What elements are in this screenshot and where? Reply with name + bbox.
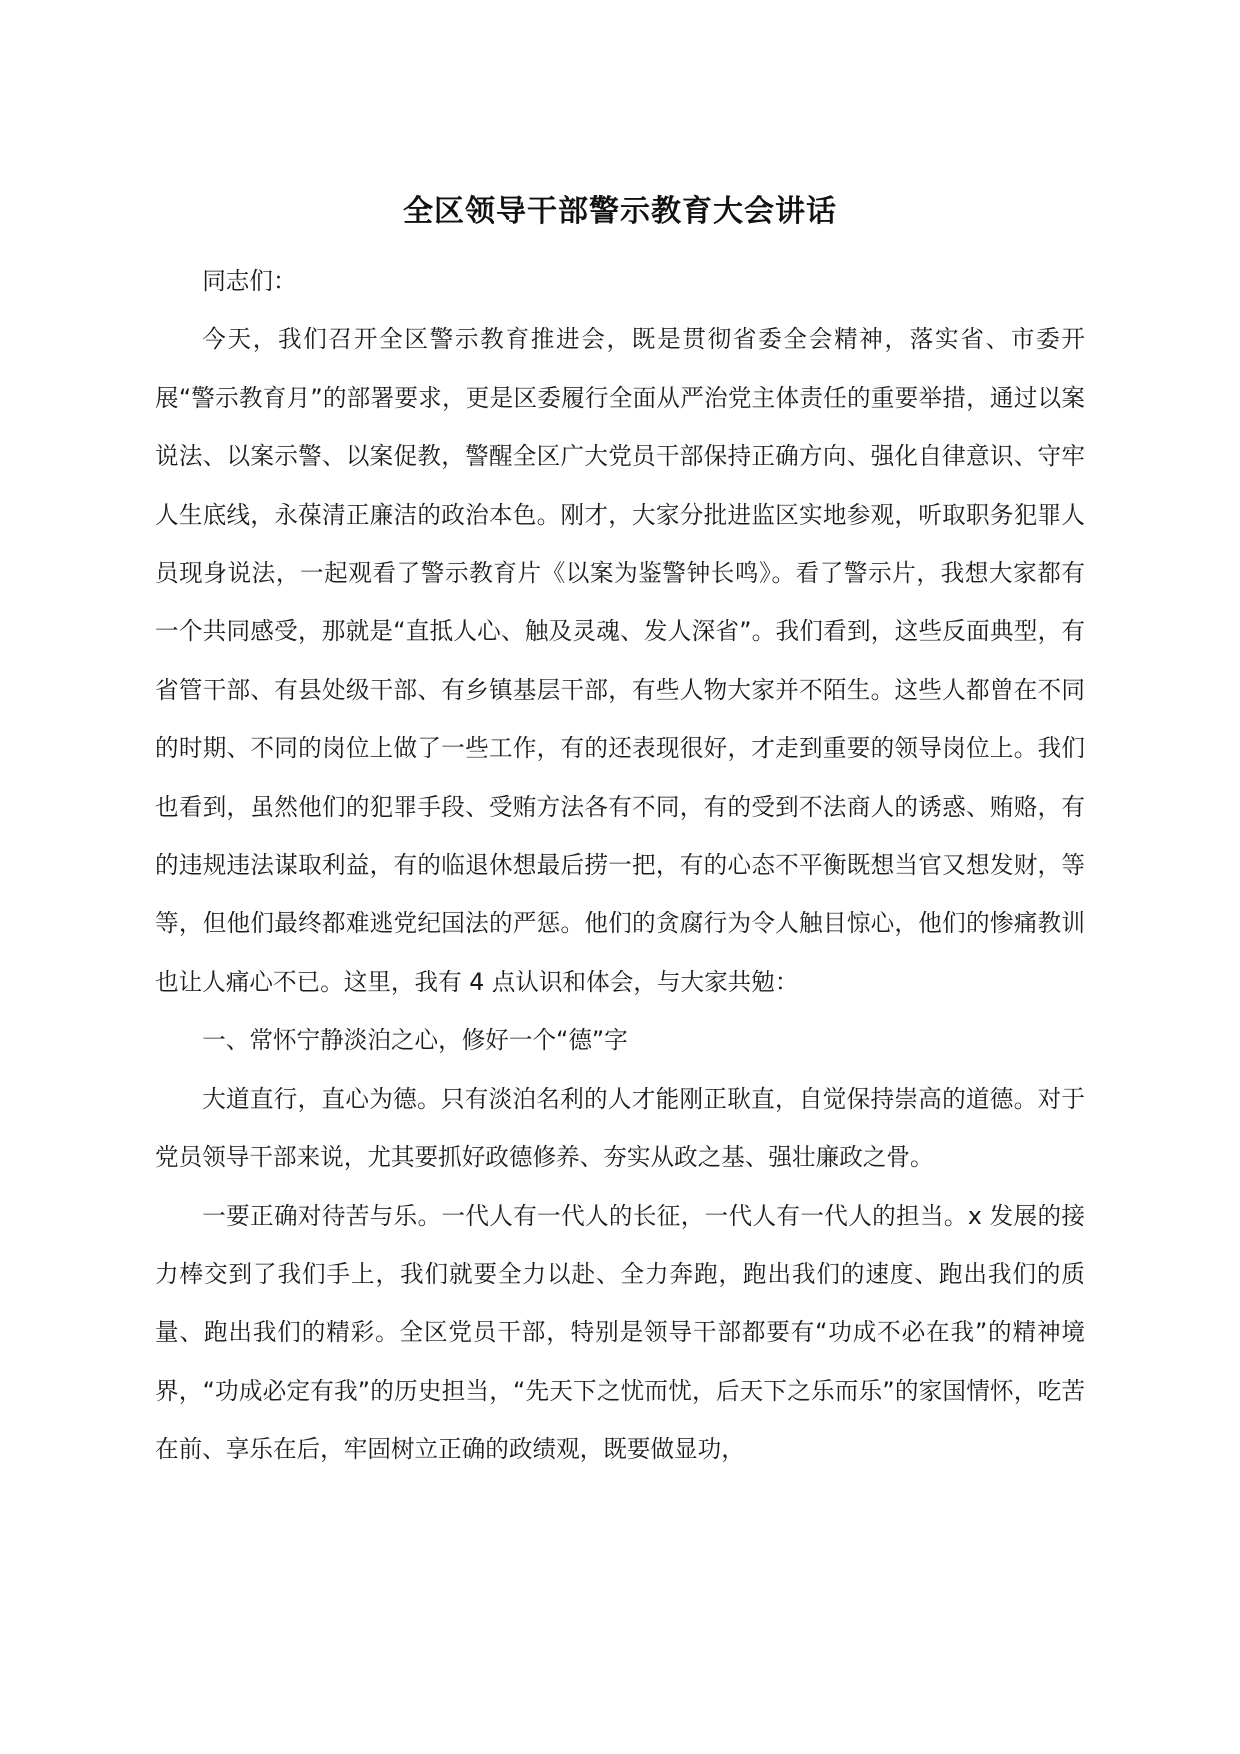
body-paragraph: 一要正确对待苦与乐。一代人有一代人的长征，一代人有一代人的担当。x 发展的接力棒交到了我们手上，我们就要全力以赴、全力奔跑，跑出我们的速度、跑出我们的质量、跑出我们的精彩。全区党员干部，特别是领导干部都要有“功成不必在我”的精神境界，“功成必定有我”的历史担当，“先天下之忧而忧，后天下之乐而乐”的家国情怀，吃苦在前、享乐在后，牢固树立正确的政绩观，既要做显功， [155, 1201, 1085, 1464]
document-title: 全区领导干部警示教育大会讲话 [403, 194, 837, 229]
section-heading: 一、常怀宁静淡泊之心，修好一个“德”字 [202, 1026, 628, 1055]
body-paragraph: 大道直行，直心为德。只有淡泊名利的人才能刚正耿直，自觉保持崇高的道德。对于党员领导干部来说，尤其要抓好政德修养、夯实从政之基、强壮廉政之骨。 [155, 1084, 1085, 1172]
salutation-paragraph: 同志们： [202, 267, 297, 295]
document-body [155, 252, 1085, 1479]
opening-paragraph: 今天，我们召开全区警示教育推进会，既是贯彻省委全会精神，落实省、市委开展“警示教育月”的部署要求，更是区委履行全面从严治党主体责任的重要举措，通过以案说法、以案示警、以案促教，警醒全区广大党员干部保持正确方向、强化自律意识、守牢人生底线，永葆清正廉洁的政治本色。刚才，大家分批进监区实地参观，听取职务犯罪人员现身说法，一起观看了警示教育片《以案为鉴警钟长鸣》。看了警示片，我想大家都有一个共同感受，那就是“直抵人心、触及灵魂、发人深省”。我们看到，这些反面典型，有省管干部、有县处级干部、有乡镇基层干部，有些人物大家并不陌生。这些人都曾在不同的时期、不同的岗位上做了一些工作，有的还表现很好，才走到重要的领导岗位上。我们也看到，虽然他们的犯罪手段、受贿方法各有不同，有的受到不法商人的诱惑、贿赂，有的违规违法谋取利益，有的临退休想最后捞一把，有的心态不平衡既想当官又想发财，等等，但他们最终都难逃党纪国法的严惩。他们的贪腐行为令人触目惊心，他们的惨痛教训也让人痛心不已。这里，我有 4 点认识和体会，与大家共勉： [155, 325, 1085, 996]
